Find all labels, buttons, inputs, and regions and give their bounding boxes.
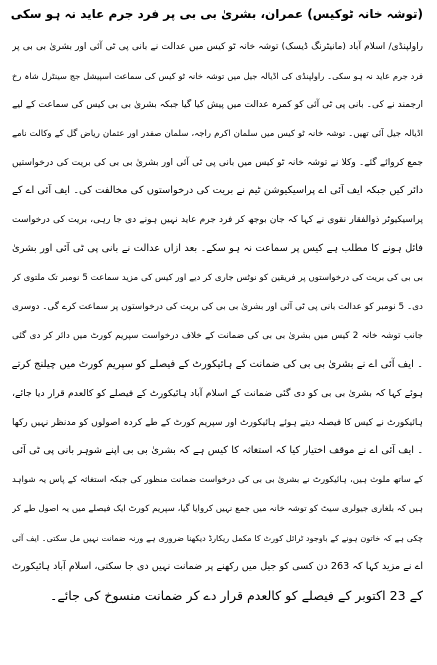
article-line: دائر کیں جبکہ ایف آئی اے پراسیکیوشن ٹیم نے بریت کی درخواستوں کی مخالفت کی۔ ایف آئی اے کے	[12, 185, 423, 197]
article-line: ۔ ایف آئی اے نے بشریٰ بی بی کی ضمانت کے ہائیکورٹ کے فیصلے کو سپریم کورٹ میں چیلنج کرتے	[12, 358, 423, 370]
article-line: بی بی کی بریت کی درخواستوں پر فریقین کو نوٹس جاری کر دیے اور کیس کی مزید سماعت 5 نومبر تک ملتوی کر	[12, 273, 423, 284]
article-line: کے ساتھ ملوث ہیں، ہائیکورٹ نے بشریٰ بی بی کی درخواست ضمانت منظور کی جبکہ استغاثہ کے پاس یہ شواہد	[12, 475, 423, 486]
article-line: اے نے مزید کہا کہ 263 دن کسی کو جیل میں رکھنے پر ضمانت نہیں دی جا سکتی، اسلام آباد ہائیکورٹ	[12, 561, 423, 573]
article-line: پراسیکیوٹر ذوالفقار نقوی نے کہا کہ جان بوجھ کر فرد جرم عاید نہیں ہونے دی جا رہی، بریت کی درخواست	[12, 215, 423, 226]
article-line: کے 23 اکتوبر کے فیصلے کو کالعدم قرار دے کر ضمانت منسوخ کی جائے۔	[50, 587, 423, 603]
article-line: ۔ ایف آئی اے نے موقف اختیار کیا کہ استغاثہ کا کیس ہے کہ بشریٰ بی بی اپنے شوہر بانی پی ٹی آئی	[12, 445, 423, 457]
article-body	[12, 33, 423, 611]
article-line: اڈیالہ جیل آئی تھیں۔ توشہ خانہ ٹو کیس میں سلمان اکرم راجہ، سلمان صفدر اور عثمان ریاض گل کے وکالت نامے	[12, 128, 423, 139]
article-line: جمع کروائے گئے۔ وکلا نے توشہ خانہ ٹو کیس میں بانی پی ٹی آئی اور بشریٰ بی بی کی بریت کی درخواستیں	[12, 157, 423, 168]
article-line: ہائیکورٹ نے کیس کا فیصلہ دیتے ہوئے ہائیکورٹ اور سپریم کورٹ کے طے کردہ اصولوں کو مدنظر نہیں رکھا	[12, 417, 423, 428]
article-line: ہیں کہ بلغاری جیولری سیٹ کو توشہ خانہ میں جمع نہیں کروایا گیا، سپریم کورٹ ایک فیصلے میں یہ اصول طے کر	[12, 504, 423, 515]
article-line: چکی ہے کہ خاتون ہونے کے باوجود ٹرائل کورٹ کا مکمل ریکارڈ دیکھنا ضروری ہے ورنہ ضمانت نہیں مل سکتی۔ ایف آئی	[12, 533, 423, 544]
article-line: ارجمند نے کی۔ بانی پی ٹی آئی کو کمرہ عدالت میں پیش کیا گیا جبکہ بشریٰ بی بی کیس کی سماعت کے لیے	[12, 99, 423, 110]
article-line: فائل ہونے کا مطلب ہے کیس پر سماعت نہ ہو سکے۔ بعد ازاں عدالت نے بانی پی ٹی آئی اور بشریٰ	[12, 243, 423, 255]
article-line: راولپنڈی/ اسلام آباد (مانیٹرنگ ڈیسک) توشہ خانہ ٹو کیس میں عدالت نے بانی پی ٹی آئی اور بشریٰ بی بی پر	[12, 42, 423, 52]
article-line: ہوئے کہا کہ بشریٰ بی بی کو دی گئی ضمانت کے اسلام آباد ہائیکورٹ کے فیصلے کو کالعدم قرار دیا جائے،	[12, 387, 423, 399]
article-line: فرد جرم عاید نہ ہو سکی۔ راولپنڈی کی اڈیالہ جیل میں توشہ خانہ ٹو کیس کی سماعت اسپیشل جج سینٹرل شاہ رخ	[12, 70, 423, 81]
article-line: دی۔ 5 نومبر کو عدالت بانی پی ٹی آئی اور بشریٰ بی بی کی بریت کی درخواستوں پر سماعت کرے گی۔ دوسری	[12, 302, 423, 313]
article-headline: (توشہ خانہ ٹوکیس) عمران، بشریٰ بی بی پر فرد جرم عاید نہ ہو سکی	[10, 7, 423, 21]
article-line: جانب توشہ خانہ 2 کیس میں بشریٰ بی بی کی ضمانت کے خلاف درخواست سپریم کورٹ میں دائر کر دی گئی	[12, 330, 423, 341]
